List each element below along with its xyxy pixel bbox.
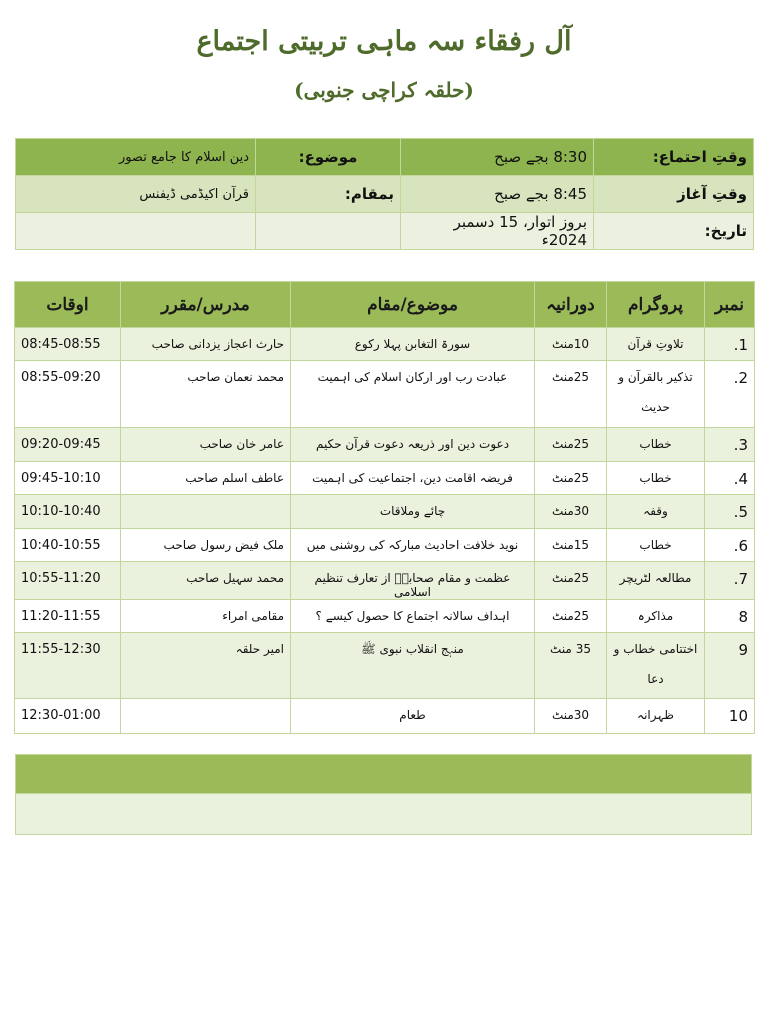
info-label: بمقام: [256,176,401,213]
row-program: ظہرانہ [607,699,705,734]
row-time: 09:20-09:45 [15,428,121,462]
row-speaker: حارث اعجاز یزدانی صاحب [121,328,291,361]
row-topic: طعام [291,699,535,734]
row-topic: سورۃ التغابن پہلا رکوع [291,328,535,361]
row-speaker: محمد نعمان صاحب [121,361,291,428]
row-time: 08:45-08:55 [15,328,121,361]
row-num: 6. [705,529,755,562]
row-time: 12:30-01:00 [15,699,121,734]
table-row [15,529,755,562]
row-num: 9 [705,633,755,699]
row-program: خطاب [607,529,705,562]
row-num: 10 [705,699,755,734]
row-speaker [121,699,291,734]
row-duration: 30منٹ [535,495,607,529]
info-row [16,176,754,213]
row-speaker: محمد سہیل صاحب [121,562,291,600]
header-program: پروگرام [607,282,705,328]
table-row [15,562,755,600]
row-num: 1. [705,328,755,361]
table-row [15,428,755,462]
table-row [15,600,755,633]
row-time: 11:20-11:55 [15,600,121,633]
row-topic: نوید خلافت احادیث مبارکہ کی روشنی میں [291,529,535,562]
row-speaker [121,495,291,529]
row-num: 5. [705,495,755,529]
row-num: 4. [705,462,755,495]
info-row [16,213,754,250]
header-num: نمبر [705,282,755,328]
row-num: 8 [705,600,755,633]
table-row [15,361,755,428]
row-duration: 10منٹ [535,328,607,361]
row-time: 09:45-10:10 [15,462,121,495]
row-topic: منہج انقلاب نبوی ﷺ [291,633,535,699]
row-program: اختتامی خطاب و دعا [607,633,705,699]
row-duration: 35 منٹ [535,633,607,699]
schedule-header-row [15,282,755,328]
header-speaker: مدرس/مقرر [121,282,291,328]
row-program: خطاب [607,428,705,462]
row-duration: 15منٹ [535,529,607,562]
row-num: 2. [705,361,755,428]
row-time: 10:10-10:40 [15,495,121,529]
info-row [16,139,754,176]
row-duration: 25منٹ [535,361,607,428]
row-time: 08:55-09:20 [15,361,121,428]
row-time: 10:55-11:20 [15,562,121,600]
row-speaker: مقامی امراء [121,600,291,633]
footer-band [15,754,752,794]
row-duration: 30منٹ [535,699,607,734]
row-duration: 25منٹ [535,428,607,462]
info-value: قرآن اکیڈمی ڈیفنس [16,176,256,213]
header-topic: موضوع/مقام [291,282,535,328]
schedule-table [14,281,755,734]
row-topic: عبادت رب اور ارکان اسلام کی اہمیت [291,361,535,428]
row-program: وقفہ [607,495,705,529]
row-time: 11:55-12:30 [15,633,121,699]
info-label: وقتِ آغاز [594,176,754,213]
row-program: تلاوتِ قرآن [607,328,705,361]
row-topic: اہداف سالانہ اجتماع کا حصول کیسے ؟ [291,600,535,633]
table-row [15,495,755,529]
table-row [15,328,755,361]
row-program: خطاب [607,462,705,495]
row-program: تذکیر بالقرآن و حدیث [607,361,705,428]
footer-box [15,754,752,835]
row-topic: فریضہ اقامت دین، اجتماعیت کی اہمیت [291,462,535,495]
row-speaker: ملک فیض رسول صاحب [121,529,291,562]
row-speaker: عاطف اسلم صاحب [121,462,291,495]
row-num: 3. [705,428,755,462]
footer-body [15,794,752,835]
info-value: دین اسلام کا جامع تصور [16,139,256,176]
table-row [15,699,755,734]
row-num: 7. [705,562,755,600]
row-program: مذاکرہ [607,600,705,633]
row-topic: عظمت و مقام صحابہؓ از تعارف تنظیم اسلامی [291,562,535,600]
row-time: 10:40-10:55 [15,529,121,562]
row-program: مطالعہ لٹریچر [607,562,705,600]
page-title: آل رفقاء سہ ماہی تربیتی اجتماع [196,26,572,57]
row-topic: دعوت دین اور ذریعہ دعوت قرآن حکیم [291,428,535,462]
row-speaker: امیر حلقہ [121,633,291,699]
row-duration: 25منٹ [535,462,607,495]
info-value: 8:30 بجے صبح [401,139,594,176]
info-value: بروز اتوار، 15 دسمبر 2024ء [401,213,594,250]
header-duration: دورانیہ [535,282,607,328]
info-label [256,213,401,250]
row-speaker: عامر خان صاحب [121,428,291,462]
info-label: وقتِ احتماع: [594,139,754,176]
info-label: تاریخ: [594,213,754,250]
row-duration: 25منٹ [535,562,607,600]
info-table [15,138,754,250]
page-subtitle: (حلقہ کراچی جنوبی) [294,78,474,102]
table-row [15,462,755,495]
info-value [16,213,256,250]
header-time: اوقات [15,282,121,328]
info-value: 8:45 بجے صبح [401,176,594,213]
row-duration: 25منٹ [535,600,607,633]
table-row [15,633,755,699]
row-topic: چائے وملاقات [291,495,535,529]
info-label: موضوع: [256,139,401,176]
